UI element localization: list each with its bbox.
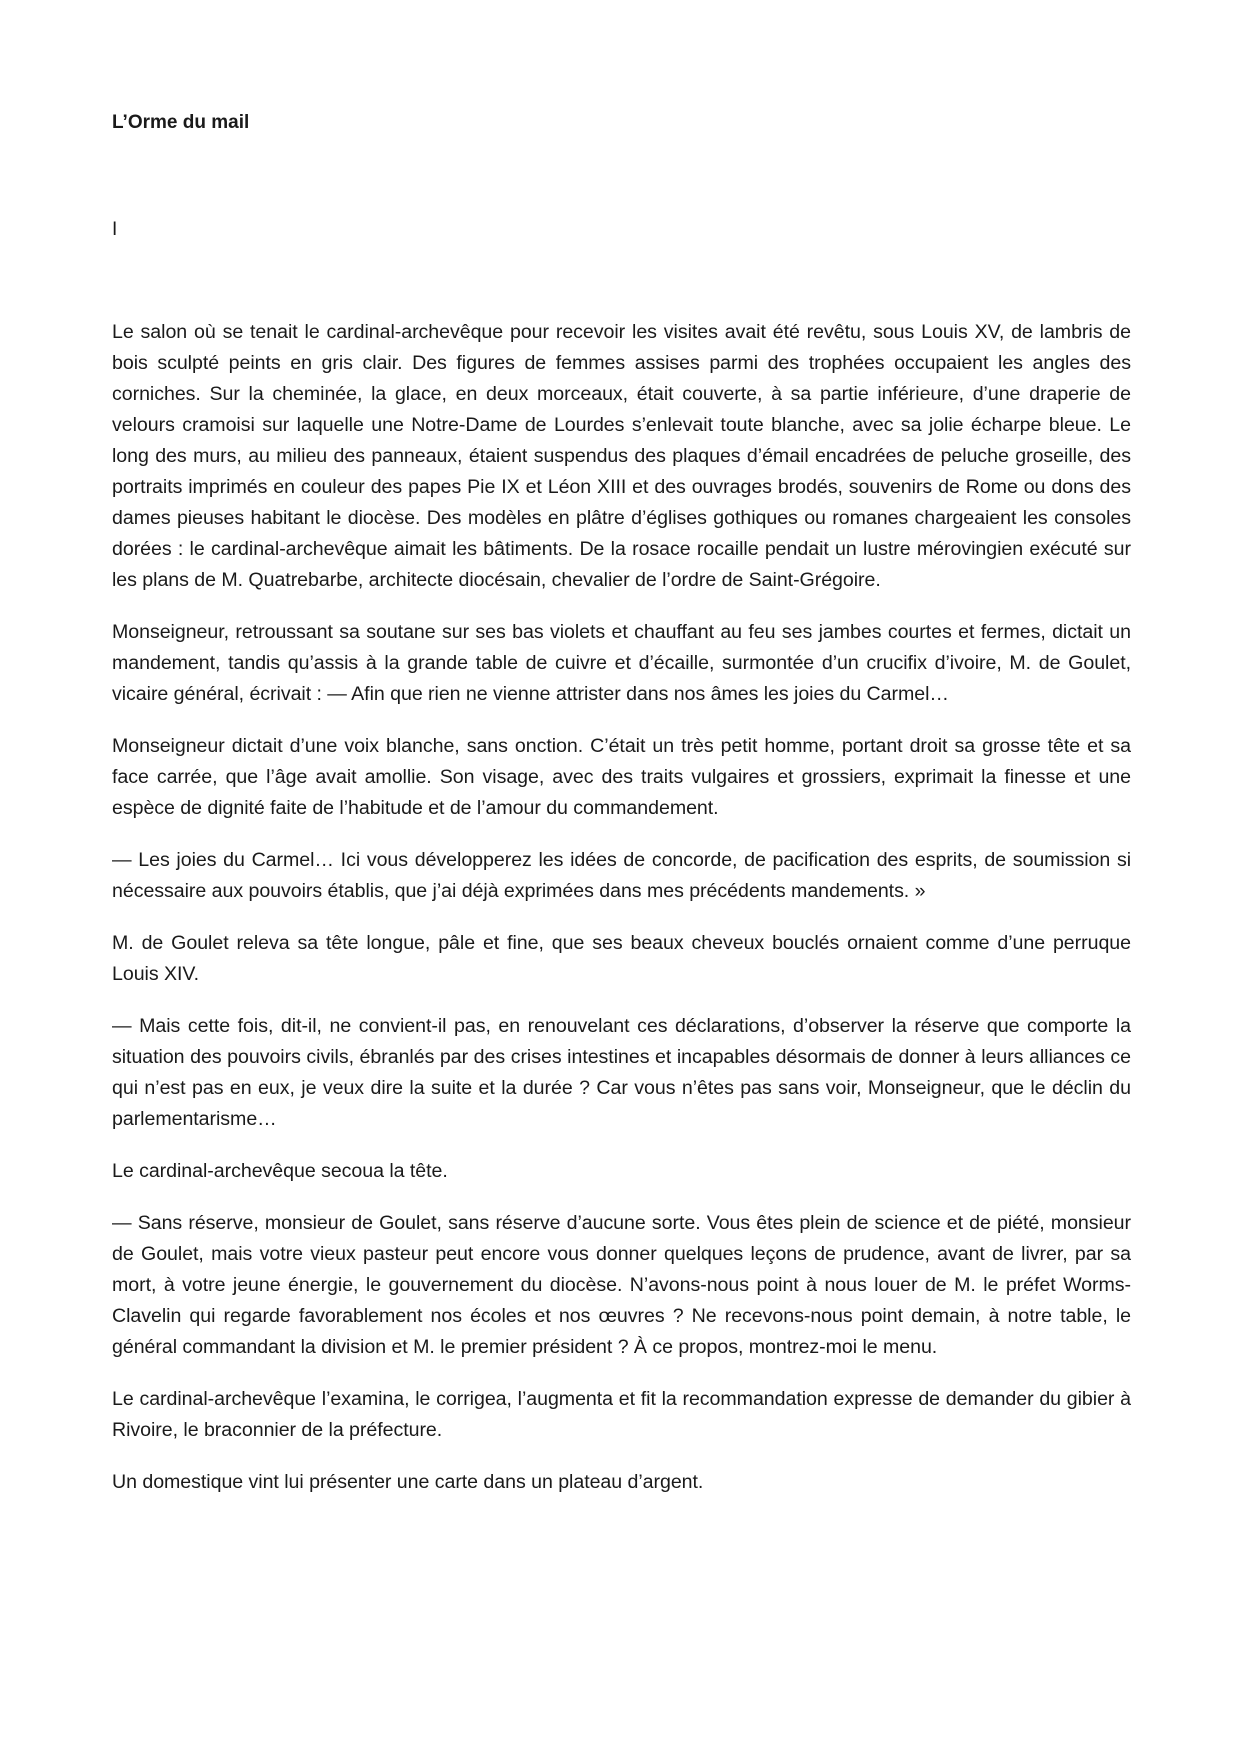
paragraph: Le cardinal-archevêque secoua la tête. bbox=[112, 1160, 448, 1182]
paragraph: Monseigneur, retroussant sa soutane sur ses bas violets et chauffant au feu ses jambes courtes et fermes, dictait un mandement, tandis qu’assis à la grande table de cuivre et d’écaille, surmontée d’un crucifix d’ivoire, M. de Goulet, vicaire général, écrivait : — Afin que rien ne vienne attrister dans nos âmes les joies du Carmel… bbox=[112, 621, 1131, 705]
paragraph: Un domestique vint lui présenter une carte dans un plateau d’argent. bbox=[112, 1471, 704, 1493]
paragraph: Le cardinal-archevêque l’examina, le corrigea, l’augmenta et fit la recommandation expresse de demander du gibier à Rivoire, le braconnier de la préfecture. bbox=[112, 1388, 1131, 1441]
paragraph: Le salon où se tenait le cardinal-archevêque pour recevoir les visites avait été revêtu, sous Louis XV, de lambris de bois sculpté peints en gris clair. Des figures de femmes assises parmi des trophées occupaient les angles des corniches. Sur la cheminée, la glace, en deux morceaux, était couverte, à sa partie inférieure, d’une draperie de velours cramoisi sur laquelle une Notre-Dame de Lourdes s’enlevait toute blanche, avec sa jolie écharpe bleue. Le long des murs, au milieu des panneaux, étaient suspendus des plaques d’émail encadrées de peluche groseille, des portraits imprimés en couleur des papes Pie IX et Léon XIII et des ouvrages brodés, souvenirs de Rome ou dons des dames pieuses habitant le diocèse. Des modèles en plâtre d’églises gothiques ou romanes chargeaient les consoles dorées : le cardinal-archevêque aimait les bâtiments. De la rosace rocaille pendait un lustre mérovingien exécuté sur les plans de M. Quatrebarbe, architecte diocésain, chevalier de l’ordre de Saint-Grégoire. bbox=[112, 321, 1131, 591]
paragraph: — Sans réserve, monsieur de Goulet, sans réserve d’aucune sorte. Vous êtes plein de science et de piété, monsieur de Goulet, mais votre vieux pasteur peut encore vous donner quelques leçons de prudence, avant de livrer, par sa mort, à votre jeune énergie, le gouvernement du diocèse. N’avons-nous point à nous louer de M. le préfet Worms-Clavelin qui regarde favorablement nos écoles et nos œuvres ? Ne recevons-nous point demain, à notre table, le général commandant la division et M. le premier président ? À ce propos, montrez-moi le menu. bbox=[112, 1212, 1131, 1358]
document-content bbox=[112, 110, 1131, 1493]
chapter-number: I bbox=[112, 219, 118, 240]
paragraph: — Les joies du Carmel… Ici vous développerez les idées de concorde, de pacification des esprits, de soumission si nécessaire aux pouvoirs établis, que j’ai déjà exprimées dans mes précédents mandements. » bbox=[112, 849, 1131, 902]
paragraph: Monseigneur dictait d’une voix blanche, sans onction. C’était un très petit homme, portant droit sa grosse tête et sa face carrée, que l’âge avait amollie. Son visage, avec des traits vulgaires et grossiers, exprimait la finesse et une espèce de dignité faite de l’habitude et de l’amour du commandement. bbox=[112, 735, 1131, 819]
paragraph: M. de Goulet releva sa tête longue, pâle et fine, que ses beaux cheveux bouclés ornaient comme d’une perruque Louis XIV. bbox=[112, 932, 1131, 985]
document-body bbox=[112, 317, 1131, 1519]
paragraph: — Mais cette fois, dit-il, ne convient-il pas, en renouvelant ces déclarations, d’observer la réserve que comporte la situation des pouvoirs civils, ébranlés par des crises intestines et incapables désormais de donner à leurs alliances ce qui n’est pas en eux, je veux dire la suite et la durée ? Car vous n’êtes pas sans voir, Monseigneur, que le déclin du parlementarisme… bbox=[112, 1015, 1131, 1130]
document-title: L’Orme du mail bbox=[112, 112, 250, 133]
